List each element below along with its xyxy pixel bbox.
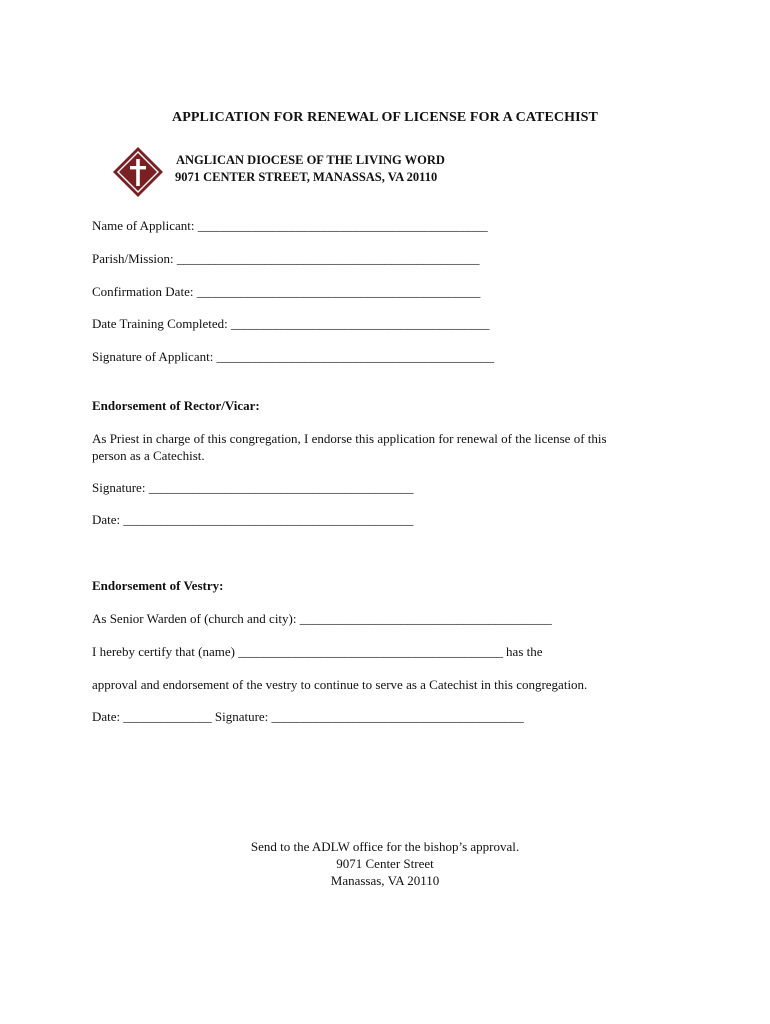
name-of-applicant-field[interactable] bbox=[92, 218, 488, 234]
field-label: Signature: bbox=[92, 480, 146, 495]
field-blank[interactable]: ________________________________________ bbox=[299, 611, 552, 626]
confirmation-date-field[interactable] bbox=[92, 284, 480, 300]
footer-line: 9071 Center Street bbox=[336, 856, 434, 871]
rector-endorsement-heading: Endorsement of Rector/Vicar: bbox=[92, 398, 260, 413]
field-label: Confirmation Date: bbox=[92, 284, 194, 299]
field-label: Date Training Completed: bbox=[92, 316, 228, 331]
field-label: Signature: bbox=[214, 709, 269, 724]
field-blank[interactable]: _____________________________________________ bbox=[196, 284, 481, 299]
diocese-address: 9071 CENTER STREET, MANASSAS, VA 20110 bbox=[175, 170, 438, 184]
field-label: Date: bbox=[92, 512, 121, 527]
field-blank[interactable]: ________________________________________________ bbox=[176, 251, 480, 266]
signature-of-applicant-field[interactable] bbox=[92, 349, 494, 365]
vestry-approval-text: approval and endorsement of the vestry to continue to serve as a Catechist in this congregation. bbox=[92, 677, 588, 692]
senior-warden-field[interactable] bbox=[92, 611, 552, 627]
field-label: As Senior Warden of (church and city): bbox=[92, 611, 297, 626]
rector-signature-field[interactable] bbox=[92, 480, 413, 496]
field-label: I hereby certify that (name) bbox=[92, 644, 235, 659]
certify-name-field[interactable] bbox=[92, 644, 543, 660]
field-blank[interactable]: ____________________________________________ bbox=[216, 349, 494, 364]
date-blank[interactable]: ______________ bbox=[123, 709, 212, 724]
field-blank[interactable]: __________________________________________ bbox=[148, 480, 414, 495]
parish-mission-field[interactable] bbox=[92, 251, 479, 267]
field-blank[interactable]: ______________________________________________ bbox=[123, 512, 414, 527]
diocese-cross-logo-icon bbox=[112, 146, 164, 198]
field-blank[interactable]: _________________________________________ bbox=[231, 316, 490, 331]
signature-blank[interactable]: ________________________________________ bbox=[271, 709, 524, 724]
vestry-endorsement-heading: Endorsement of Vestry: bbox=[92, 578, 224, 593]
field-blank[interactable]: ______________________________________________ bbox=[197, 218, 488, 233]
field-suffix: has the bbox=[506, 644, 543, 659]
rector-endorsement-statement: As Priest in charge of this congregation, I endorse this application for renewal of the license of this person as a Catechist. bbox=[92, 431, 607, 463]
footer-line: Manassas, VA 20110 bbox=[330, 873, 440, 888]
footer-line: Send to the ADLW office for the bishop’s approval. bbox=[250, 839, 520, 854]
form-title: APPLICATION FOR RENEWAL OF LICENSE FOR A CATECHIST bbox=[172, 110, 598, 125]
field-label: Signature of Applicant: bbox=[92, 349, 214, 364]
submission-instructions bbox=[0, 838, 770, 889]
rector-date-field[interactable] bbox=[92, 512, 413, 528]
diocese-name: ANGLICAN DIOCESE OF THE LIVING WORD bbox=[176, 153, 445, 167]
diocese-header bbox=[176, 152, 445, 186]
date-training-completed-field[interactable] bbox=[92, 316, 489, 332]
vestry-date-signature-field[interactable] bbox=[92, 709, 524, 725]
field-label: Parish/Mission: bbox=[92, 251, 174, 266]
field-label: Name of Applicant: bbox=[92, 218, 195, 233]
field-blank[interactable]: __________________________________________ bbox=[238, 644, 503, 659]
field-label: Date: bbox=[92, 709, 121, 724]
